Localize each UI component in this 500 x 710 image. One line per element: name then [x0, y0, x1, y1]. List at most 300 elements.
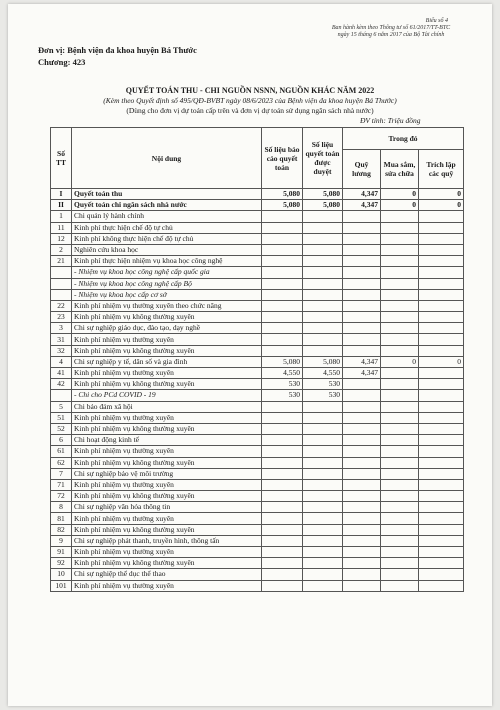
header-mua-sam: Mua sắm, sửa chữa: [381, 150, 419, 189]
table-row: [51, 278, 464, 289]
bao-cao-cell: 530: [262, 379, 303, 390]
table-row: [51, 334, 464, 345]
stt-cell: 52: [51, 423, 72, 434]
noi-dung-cell: Chi sự nghiệp bảo vệ môi trường: [72, 468, 262, 479]
quy-luong-cell: [343, 390, 381, 401]
noi-dung-cell: Kinh phí nhiệm vụ thường xuyên: [72, 446, 262, 457]
mua-sam-cell: [381, 278, 419, 289]
duoc-duyet-cell: [303, 233, 343, 244]
header-noi-dung: Nội dung: [72, 128, 262, 189]
table-row: [51, 479, 464, 490]
bao-cao-cell: [262, 401, 303, 412]
stt-cell: [51, 278, 72, 289]
table-row: [51, 233, 464, 244]
noi-dung-cell: Kinh phí nhiệm vụ thường xuyên: [72, 580, 262, 591]
table-row: [51, 468, 464, 479]
noi-dung-cell: Nghiên cứu khoa học: [72, 244, 262, 255]
table-row: [51, 356, 464, 367]
duoc-duyet-cell: [303, 535, 343, 546]
table-row: [51, 345, 464, 356]
stt-cell: 8: [51, 502, 72, 513]
bao-cao-cell: [262, 211, 303, 222]
duoc-duyet-cell: [303, 267, 343, 278]
table-row: [51, 267, 464, 278]
table-row: [51, 390, 464, 401]
stt-cell: 9: [51, 535, 72, 546]
table-row: [51, 423, 464, 434]
quy-luong-cell: [343, 535, 381, 546]
mua-sam-cell: [381, 547, 419, 558]
table-row: [51, 457, 464, 468]
quy-luong-cell: [343, 412, 381, 423]
unit-block: [38, 44, 197, 68]
duoc-duyet-cell: [303, 323, 343, 334]
mua-sam-cell: [381, 502, 419, 513]
mua-sam-cell: [381, 412, 419, 423]
bao-cao-cell: 530: [262, 390, 303, 401]
table-row: [51, 244, 464, 255]
duoc-duyet-cell: 530: [303, 390, 343, 401]
bao-cao-cell: [262, 524, 303, 535]
quy-luong-cell: [343, 323, 381, 334]
quy-luong-cell: [343, 256, 381, 267]
quy-luong-cell: [343, 468, 381, 479]
quy-luong-cell: [343, 502, 381, 513]
bao-cao-cell: [262, 479, 303, 490]
trich-lap-cell: [419, 524, 464, 535]
duoc-duyet-cell: [303, 569, 343, 580]
duoc-duyet-cell: [303, 502, 343, 513]
bao-cao-cell: [262, 222, 303, 233]
duoc-duyet-cell: 5,080: [303, 200, 343, 211]
noi-dung-cell: Kinh phí nhiệm vụ thường xuyên: [72, 547, 262, 558]
trich-lap-cell: [419, 312, 464, 323]
trich-lap-cell: [419, 535, 464, 546]
mua-sam-cell: [381, 569, 419, 580]
table-row: [51, 491, 464, 502]
bao-cao-cell: [262, 278, 303, 289]
quy-luong-cell: [343, 547, 381, 558]
table-row: [51, 312, 464, 323]
quy-luong-cell: [343, 345, 381, 356]
trich-lap-cell: [419, 379, 464, 390]
unit-name: Đơn vị: Bệnh viện đa khoa huyện Bá Thước: [38, 45, 197, 55]
stt-cell: 72: [51, 491, 72, 502]
mua-sam-cell: [381, 390, 419, 401]
noi-dung-cell: Chi sự nghiệp thể dục thể thao: [72, 569, 262, 580]
quy-luong-cell: [343, 244, 381, 255]
quy-luong-cell: [343, 312, 381, 323]
table-row: [51, 379, 464, 390]
table-row: [51, 323, 464, 334]
noi-dung-cell: Chi sự nghiệp văn hóa thông tin: [72, 502, 262, 513]
mua-sam-cell: [381, 435, 419, 446]
unit-chapter: Chương: 423: [38, 57, 86, 67]
duoc-duyet-cell: [303, 312, 343, 323]
trich-lap-cell: [419, 468, 464, 479]
trich-lap-cell: [419, 289, 464, 300]
noi-dung-cell: - Nhiệm vụ khoa học cấp cơ sở: [72, 289, 262, 300]
trich-lap-cell: [419, 267, 464, 278]
stt-cell: 32: [51, 345, 72, 356]
quy-luong-cell: [343, 457, 381, 468]
duoc-duyet-cell: [303, 491, 343, 502]
header-trong-do: Trong đó: [343, 128, 464, 150]
trich-lap-cell: [419, 334, 464, 345]
duoc-duyet-cell: [303, 211, 343, 222]
table-row: [51, 256, 464, 267]
quy-luong-cell: 4,347: [343, 200, 381, 211]
mua-sam-cell: 0: [381, 200, 419, 211]
table-row: [51, 412, 464, 423]
trich-lap-cell: [419, 244, 464, 255]
duoc-duyet-cell: [303, 222, 343, 233]
trich-lap-cell: [419, 390, 464, 401]
mua-sam-cell: [381, 513, 419, 524]
table-row: [51, 401, 464, 412]
duoc-duyet-cell: 5,080: [303, 356, 343, 367]
trich-lap-cell: 0: [419, 356, 464, 367]
mua-sam-cell: [381, 401, 419, 412]
quy-luong-cell: [343, 222, 381, 233]
stt-cell: 1: [51, 211, 72, 222]
noi-dung-cell: Chi quản lý hành chính: [72, 211, 262, 222]
bao-cao-cell: [262, 244, 303, 255]
table-row: [51, 558, 464, 569]
duoc-duyet-cell: [303, 300, 343, 311]
table-row: [51, 211, 464, 222]
noi-dung-cell: Kinh phí nhiệm vụ thường xuyên: [72, 368, 262, 379]
trich-lap-cell: [419, 368, 464, 379]
stt-cell: 41: [51, 368, 72, 379]
stt-cell: 42: [51, 379, 72, 390]
table-row: [51, 547, 464, 558]
trich-lap-cell: [419, 300, 464, 311]
stt-cell: 81: [51, 513, 72, 524]
trich-lap-cell: 0: [419, 200, 464, 211]
stt-cell: 12: [51, 233, 72, 244]
table-row: [51, 513, 464, 524]
noi-dung-cell: Chi bảo đảm xã hội: [72, 401, 262, 412]
mua-sam-cell: [381, 368, 419, 379]
mua-sam-cell: 0: [381, 356, 419, 367]
table-row: [51, 569, 464, 580]
table-row: [51, 300, 464, 311]
noi-dung-cell: Kinh phí nhiệm vụ không thường xuyên: [72, 491, 262, 502]
duoc-duyet-cell: [303, 401, 343, 412]
table-row: [51, 446, 464, 457]
mua-sam-cell: [381, 267, 419, 278]
stt-cell: 11: [51, 222, 72, 233]
trich-lap-cell: [419, 323, 464, 334]
document-scope-note: (Dùng cho đơn vị dự toán cấp trên và đơn vị dự toán sử dụng ngân sách nhà nước): [126, 106, 374, 115]
duoc-duyet-cell: 530: [303, 379, 343, 390]
stt-cell: 4: [51, 356, 72, 367]
stt-cell: 61: [51, 446, 72, 457]
noi-dung-cell: Chi sự nghiệp y tế, dân số và gia đình: [72, 356, 262, 367]
quy-luong-cell: [343, 233, 381, 244]
noi-dung-cell: - Nhiệm vụ khoa học công nghệ cấp quốc gia: [72, 267, 262, 278]
mua-sam-cell: [381, 323, 419, 334]
mua-sam-cell: [381, 345, 419, 356]
bao-cao-cell: [262, 513, 303, 524]
bao-cao-cell: [262, 323, 303, 334]
duoc-duyet-cell: [303, 513, 343, 524]
noi-dung-cell: Kinh phí nhiệm vụ không thường xuyên: [72, 524, 262, 535]
trich-lap-cell: [419, 222, 464, 233]
stt-cell: 5: [51, 401, 72, 412]
bao-cao-cell: [262, 491, 303, 502]
mua-sam-cell: [381, 222, 419, 233]
stt-cell: 62: [51, 457, 72, 468]
quy-luong-cell: [343, 401, 381, 412]
stt-cell: 101: [51, 580, 72, 591]
bao-cao-cell: [262, 312, 303, 323]
noi-dung-cell: Kinh phí nhiệm vụ không thường xuyên: [72, 423, 262, 434]
noi-dung-cell: Quyết toán chi ngân sách nhà nước: [72, 200, 262, 211]
trich-lap-cell: [419, 491, 464, 502]
quy-luong-cell: [343, 379, 381, 390]
bao-cao-cell: [262, 256, 303, 267]
stt-cell: 6: [51, 435, 72, 446]
table-row: [51, 580, 464, 591]
quy-luong-cell: [343, 569, 381, 580]
trich-lap-cell: [419, 547, 464, 558]
stt-cell: [51, 390, 72, 401]
mua-sam-cell: [381, 558, 419, 569]
duoc-duyet-cell: [303, 289, 343, 300]
stt-cell: [51, 267, 72, 278]
document-subtitle: (Kèm theo Quyết định số 495/QĐ-BVBT ngày 08/6/2023 của Bệnh viện đa khoa huyện Bá Thước): [103, 96, 397, 105]
duoc-duyet-cell: [303, 435, 343, 446]
form-reference: [316, 18, 466, 39]
settlement-table: [50, 127, 464, 592]
noi-dung-cell: Kinh phí thực hiện nhiệm vụ khoa học công nghệ: [72, 256, 262, 267]
document-title: QUYẾT TOÁN THU - CHI NGUỒN NSNN, NGUỒN KHÁC NĂM 2022: [125, 86, 375, 95]
table-row: [51, 289, 464, 300]
noi-dung-cell: Chi sự nghiệp giáo dục, đào tạo, dạy nghề: [72, 323, 262, 334]
duoc-duyet-cell: [303, 423, 343, 434]
bao-cao-cell: [262, 334, 303, 345]
bao-cao-cell: [262, 446, 303, 457]
duoc-duyet-cell: [303, 479, 343, 490]
bao-cao-cell: [262, 468, 303, 479]
bao-cao-cell: [262, 547, 303, 558]
mua-sam-cell: [381, 580, 419, 591]
noi-dung-cell: - Chi cho PCd COVID - 19: [72, 390, 262, 401]
quy-luong-cell: [343, 524, 381, 535]
stt-cell: 23: [51, 312, 72, 323]
trich-lap-cell: [419, 446, 464, 457]
mua-sam-cell: [381, 491, 419, 502]
header-bao-cao: Số liệu báo cáo quyết toán: [262, 128, 303, 189]
quy-luong-cell: [343, 558, 381, 569]
stt-cell: 51: [51, 412, 72, 423]
mua-sam-cell: [381, 535, 419, 546]
form-number: Biểu số 4: [425, 18, 448, 24]
mua-sam-cell: [381, 479, 419, 490]
bao-cao-cell: 5,080: [262, 189, 303, 200]
noi-dung-cell: Kinh phí thực hiện chế độ tự chủ: [72, 222, 262, 233]
quy-luong-cell: [343, 513, 381, 524]
table-row: [51, 222, 464, 233]
duoc-duyet-cell: [303, 468, 343, 479]
bao-cao-cell: [262, 412, 303, 423]
header-quy-luong: Quỹ lương: [343, 150, 381, 189]
trich-lap-cell: [419, 401, 464, 412]
noi-dung-cell: Kinh phí nhiệm vụ không thường xuyên: [72, 312, 262, 323]
duoc-duyet-cell: 4,550: [303, 368, 343, 379]
duoc-duyet-cell: [303, 345, 343, 356]
bao-cao-cell: [262, 267, 303, 278]
trich-lap-cell: [419, 513, 464, 524]
stt-cell: 71: [51, 479, 72, 490]
bao-cao-cell: [262, 535, 303, 546]
duoc-duyet-cell: [303, 446, 343, 457]
mua-sam-cell: [381, 457, 419, 468]
trich-lap-cell: [419, 479, 464, 490]
bao-cao-cell: 5,080: [262, 200, 303, 211]
bao-cao-cell: [262, 300, 303, 311]
trich-lap-cell: [419, 345, 464, 356]
trich-lap-cell: [419, 569, 464, 580]
stt-cell: [51, 289, 72, 300]
stt-cell: 31: [51, 334, 72, 345]
form-reference-line1: Ban hành kèm theo Thông tư số 61/2017/TT-BTC: [331, 25, 451, 31]
bao-cao-cell: [262, 558, 303, 569]
duoc-duyet-cell: [303, 256, 343, 267]
mua-sam-cell: [381, 524, 419, 535]
mua-sam-cell: [381, 423, 419, 434]
quy-luong-cell: [343, 491, 381, 502]
mua-sam-cell: [381, 312, 419, 323]
noi-dung-cell: Kinh phí nhiệm vụ không thường xuyên: [72, 345, 262, 356]
noi-dung-cell: Chi sự nghiệp phát thanh, truyền hình, thông tấn: [72, 535, 262, 546]
table-body: [51, 189, 464, 592]
stt-cell: 10: [51, 569, 72, 580]
duoc-duyet-cell: 5,080: [303, 189, 343, 200]
trich-lap-cell: [419, 435, 464, 446]
duoc-duyet-cell: [303, 524, 343, 535]
unit-of-measure: ĐV tính: Triệu đồng: [360, 116, 421, 125]
quy-luong-cell: [343, 278, 381, 289]
stt-cell: 92: [51, 558, 72, 569]
trich-lap-cell: 0: [419, 189, 464, 200]
quy-luong-cell: 4,347: [343, 368, 381, 379]
duoc-duyet-cell: [303, 457, 343, 468]
stt-cell: 91: [51, 547, 72, 558]
table-row: [51, 368, 464, 379]
stt-cell: 2: [51, 244, 72, 255]
stt-cell: II: [51, 200, 72, 211]
bao-cao-cell: [262, 233, 303, 244]
quy-luong-cell: 4,347: [343, 356, 381, 367]
bao-cao-cell: [262, 457, 303, 468]
quy-luong-cell: [343, 211, 381, 222]
form-reference-line2: ngày 15 tháng 6 năm 2017 của Bộ Tài chính: [337, 32, 445, 38]
header-row-1: [51, 128, 464, 150]
quy-luong-cell: [343, 267, 381, 278]
noi-dung-cell: Kinh phí không thực hiện chế độ tự chủ: [72, 233, 262, 244]
noi-dung-cell: Kinh phí nhiệm vụ thường xuyên: [72, 334, 262, 345]
noi-dung-cell: Kinh phí nhiệm vụ không thường xuyên: [72, 558, 262, 569]
table-row: [51, 535, 464, 546]
mua-sam-cell: [381, 211, 419, 222]
quy-luong-cell: 4,347: [343, 189, 381, 200]
duoc-duyet-cell: [303, 547, 343, 558]
bao-cao-cell: [262, 580, 303, 591]
mua-sam-cell: [381, 256, 419, 267]
noi-dung-cell: - Nhiệm vụ khoa học công nghệ cấp Bộ: [72, 278, 262, 289]
bao-cao-cell: 5,080: [262, 356, 303, 367]
table-row: [51, 502, 464, 513]
table-row: [51, 524, 464, 535]
mua-sam-cell: [381, 379, 419, 390]
header-stt: Số TT: [51, 128, 72, 189]
noi-dung-cell: Kinh phí nhiệm vụ thường xuyên: [72, 479, 262, 490]
quy-luong-cell: [343, 580, 381, 591]
quy-luong-cell: [343, 289, 381, 300]
trich-lap-cell: [419, 423, 464, 434]
noi-dung-cell: Kinh phí nhiệm vụ thường xuyên: [72, 412, 262, 423]
noi-dung-cell: Kinh phí nhiệm vụ thường xuyên: [72, 513, 262, 524]
mua-sam-cell: [381, 289, 419, 300]
trich-lap-cell: [419, 233, 464, 244]
header-duoc-duyet: Số liệu quyết toán được duyệt: [303, 128, 343, 189]
mua-sam-cell: [381, 233, 419, 244]
trich-lap-cell: [419, 457, 464, 468]
stt-cell: 82: [51, 524, 72, 535]
stt-cell: 7: [51, 468, 72, 479]
mua-sam-cell: [381, 468, 419, 479]
bao-cao-cell: [262, 435, 303, 446]
trich-lap-cell: [419, 211, 464, 222]
quy-luong-cell: [343, 423, 381, 434]
duoc-duyet-cell: [303, 334, 343, 345]
duoc-duyet-cell: [303, 412, 343, 423]
noi-dung-cell: Kinh phí nhiệm vụ thường xuyên theo chức năng: [72, 300, 262, 311]
stt-cell: 3: [51, 323, 72, 334]
duoc-duyet-cell: [303, 244, 343, 255]
stt-cell: 21: [51, 256, 72, 267]
stt-cell: 22: [51, 300, 72, 311]
mua-sam-cell: [381, 446, 419, 457]
mua-sam-cell: [381, 300, 419, 311]
table-row: [51, 435, 464, 446]
quy-luong-cell: [343, 300, 381, 311]
quy-luong-cell: [343, 334, 381, 345]
duoc-duyet-cell: [303, 558, 343, 569]
bao-cao-cell: [262, 502, 303, 513]
mua-sam-cell: [381, 244, 419, 255]
duoc-duyet-cell: [303, 278, 343, 289]
bao-cao-cell: [262, 423, 303, 434]
trich-lap-cell: [419, 580, 464, 591]
header-trich-lap: Trích lập các quỹ: [419, 150, 464, 189]
trich-lap-cell: [419, 278, 464, 289]
noi-dung-cell: Quyết toán thu: [72, 189, 262, 200]
duoc-duyet-cell: [303, 580, 343, 591]
noi-dung-cell: Kinh phí nhiệm vụ không thường xuyên: [72, 379, 262, 390]
bao-cao-cell: [262, 289, 303, 300]
quy-luong-cell: [343, 479, 381, 490]
table-row: [51, 189, 464, 200]
table-row: [51, 200, 464, 211]
bao-cao-cell: [262, 569, 303, 580]
trich-lap-cell: [419, 502, 464, 513]
bao-cao-cell: 4,550: [262, 368, 303, 379]
quy-luong-cell: [343, 435, 381, 446]
